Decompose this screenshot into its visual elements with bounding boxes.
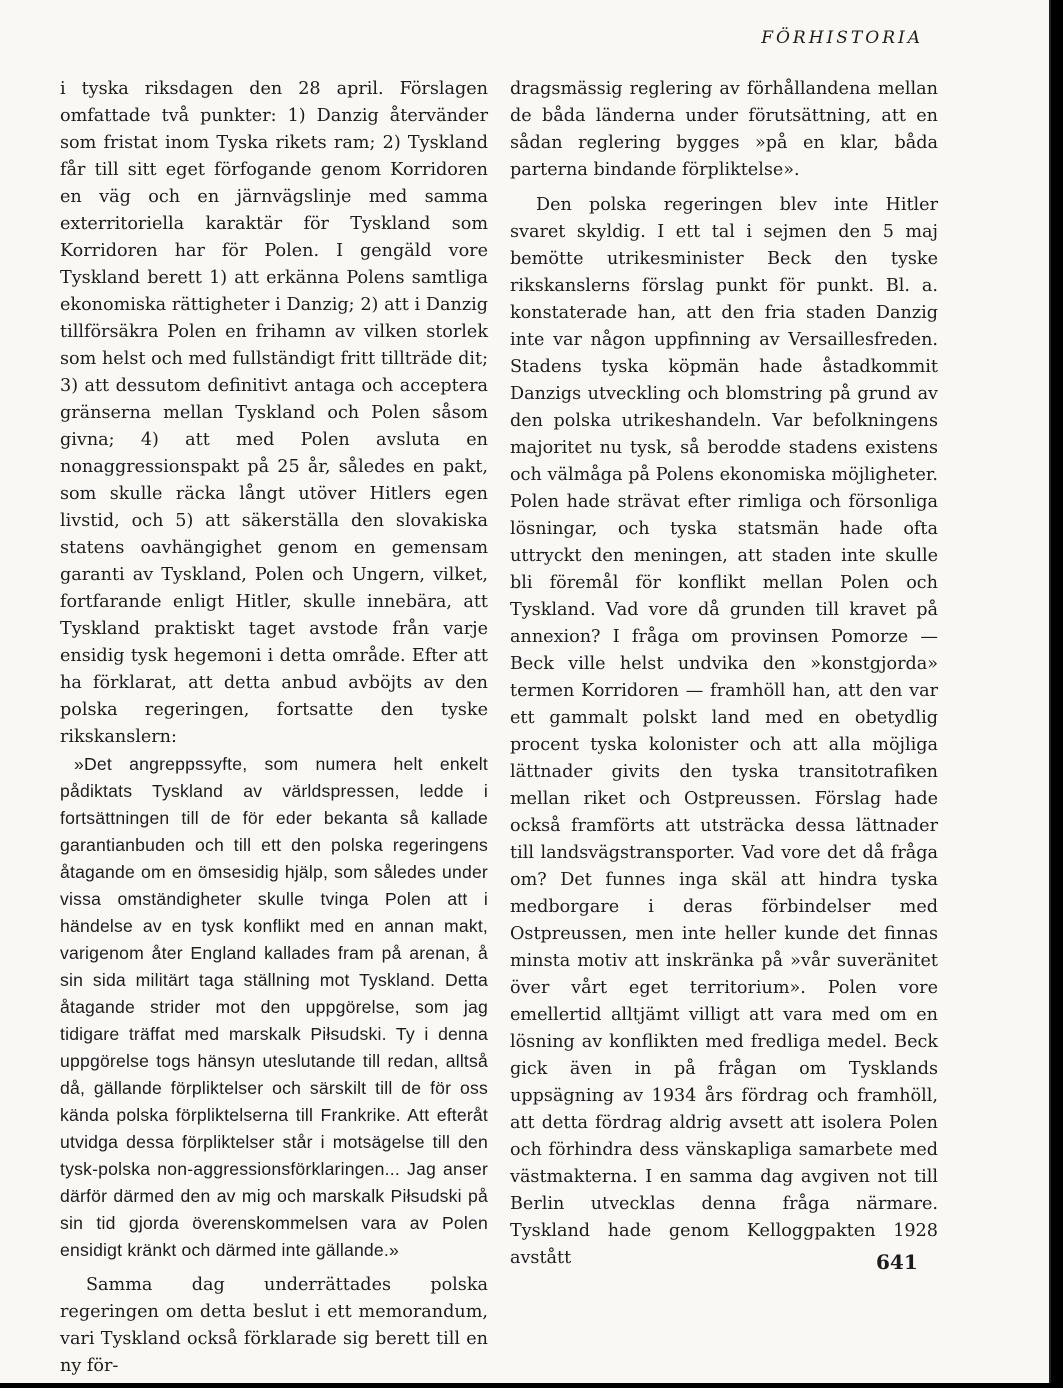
running-header: FÖRHISTORIA bbox=[761, 28, 923, 48]
right-paragraph-2: Den polska regeringen blev inte Hitler svaret skyldig. I ett tal i sejmen den 5 maj bemötte utrikesminister Beck den tyske rikskanslerns förslag punkt för punkt. Bl. a. konstaterade han, att den fria staden Danzig inte var någon uppfinning av Versaillesfreden. Stadens tyska köpmän hade åstadkommit Danzigs utveckling och blomstring på grund av den polska utrikeshandeln. Var befolkningens majoritet nu tysk, så berodde stadens existens och välmåga på Polens ekonomiska möjligheter. Polen hade strävat efter rimliga och försonliga lösningar, och tyska statsmän hade ofta uttryckt den meningen, att staden inte skulle bli föremål för konflikt mellan Polen och Tyskland. Vad vore då grunden till kravet på annexion? I fråga om provinsen Pomorze — Beck ville helst undvika den »konstgjorda» termen Korridoren — framhöll han, att den var ett gammalt polskt land med en obetydlig procent tyska kolonister och att alla möjliga lättnader givits den tyska transitotrafiken mellan riket och Ostpreussen. Förslag hade också framförts att utsträcka dessa lättnader till landsvägstransporter. Vad vore det då fråga om? Det funnes inga skäl att hindra tyska medborgare i deras förbindelser med Ostpreussen, men inte heller kunde det finnas minsta motiv att inskränka på »vår suveränitet över vårt eget territorium». Polen vore emellertid alltjämt villigt att vara med om en lösning av konflikten med fredliga medel. Beck gick även in på frågan om Tysklands uppsägning av 1934 års fördrag och framhöll, att detta fördrag aldrig avsett att isolera Polen och förhindra dess vänskapliga samarbete med västmakterna. I en samma dag avgiven not till Berlin utvecklas denna fråga närmare. Tyskland hade genom Kelloggpakten 1928 avstått bbox=[510, 195, 938, 1268]
hitler-quote: »Det angreppssyfte, som numera helt enkelt pådiktats Tyskland av världspressen, ledde i fortsättningen till de för eder bekanta så kallade garantianbuden och till ett den polska regeringens åtagande om en ömsesidig hjälp, som således under vissa omständigheter skulle tvinga Polen att i händelse av en tysk konflikt med en annan makt, varigenom åter England kallades fram på arenan, å sin sida militärt taga ställning mot Tyskland. Detta åtagande strider mot den uppgörelse, som jag tidigare träffat med marskalk Piłsudski. Ty i denna uppgörelse togs hänsyn uteslutande till redan, alltså då, gällande förpliktelser och särskilt till de för oss kända polska förpliktelserna till Frankrike. Att efteråt utvidga dessa förpliktelser står i motsägelse till den tysk-polska non-aggressionsförklaringen... Jag anser därför därmed den av mig och marskalk Piłsudski på sin tid gjorda överenskommelsen vara av Polen ensidigt kränkt och därmed inte gällande.» bbox=[60, 754, 488, 1260]
page-number: 641 bbox=[876, 1250, 918, 1274]
left-column bbox=[60, 76, 488, 1380]
right-paragraph-1: dragsmässig reglering av förhållandena mellan de båda länderna under förutsättning, att en sådan reglering bygges »på en klar, båda parterna bindande förpliktelse». bbox=[510, 79, 938, 180]
left-paragraph-1: i tyska riksdagen den 28 april. Förslagen omfattade två punkter: 1) Danzig återvänder som fristat inom Tyska rikets ram; 2) Tyskland får till sitt eget förfogande genom Korridoren en väg och en järnvägslinje med samma exterritoriella karaktär för Tyskland som Korridoren har för Polen. I gengäld vore Tyskland berett 1) att erkänna Polens samtliga ekonomiska rättigheter i Danzig; 2) att i Danzig tillförsäkra Polen en frihamn av vilken storlek som helst och med fullständigt fritt tillträde dit; 3) att dessutom definitivt antaga och acceptera gränserna mellan Tyskland och Polen såsom givna; 4) att med Polen avsluta en nonaggressionspakt på 25 år, således en pakt, som skulle räcka långt utöver Hitlers egen livstid, och 5) att säkerställa den slovakiska statens oavhängighet genom en gemensam garanti av Tyskland, Polen och Ungern, vilket, fortfarande enligt Hitler, skulle innebära, att Tyskland praktiskt taget avstode från varje ensidig tysk hegemoni i detta område. Efter att ha förklarat, att detta anbud avböjts av den polska regeringen, fortsatte den tyske rikskanslern: bbox=[60, 79, 488, 747]
right-column bbox=[510, 76, 938, 1272]
left-paragraph-2: Samma dag underrättades polska regeringen om detta beslut i ett memorandum, vari Tyskland också förklarade sig berett till en ny för- bbox=[60, 1275, 488, 1376]
